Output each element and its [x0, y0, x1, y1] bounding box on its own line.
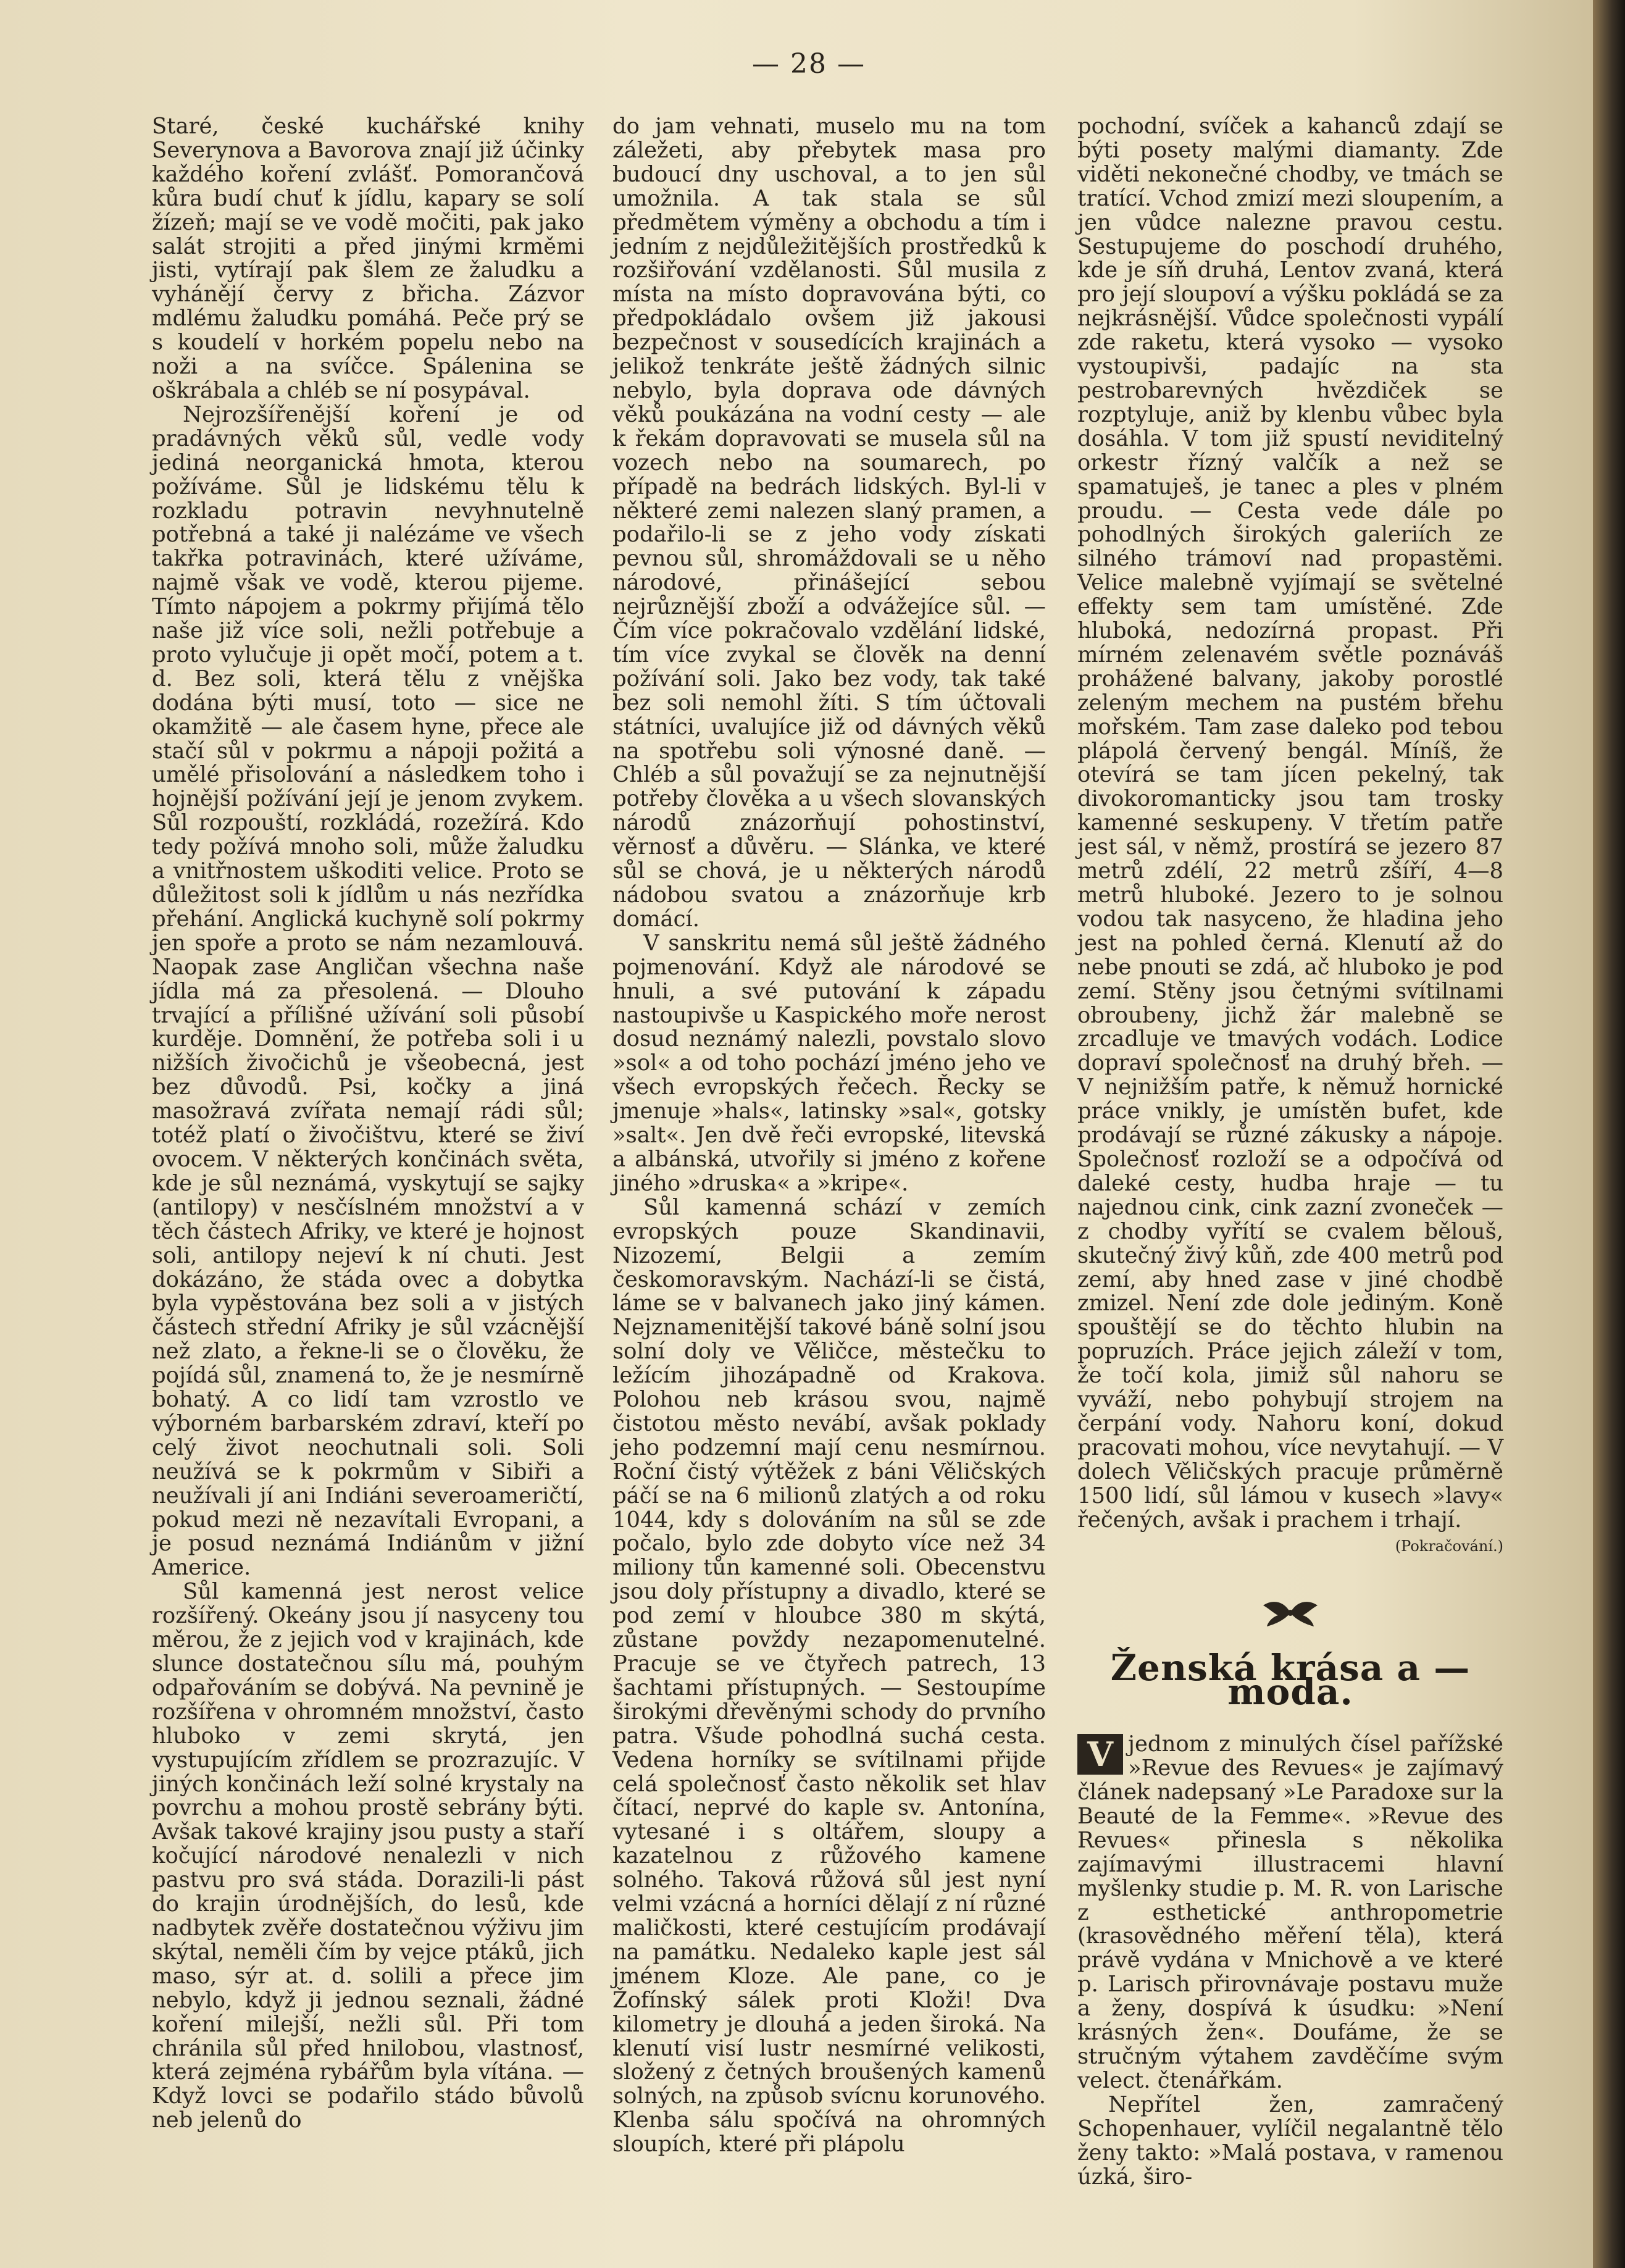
dropcap-letter: V	[1077, 1734, 1123, 1775]
book-spine-edge	[1593, 0, 1625, 2268]
paragraph: Sůl kamenná jest nerost velice rozšířený. Okeány jsou jí nasyceny tou měrou, že z jejich vod v krajinách, kde slunce dostatečnou sílu má, pouhým odpařováním se dobývá. Na pevnině je rozšířena v ohromném množství, často hluboko v zemi skrytá, jen vystupujícím zřídlem se prozrazujíc. V jiných končinách leží solné krystaly na povrchu a mohou prostě sebrány býti. Avšak takové krajiny jsou pusty a staří kočující národové nenalezli v nich pastvu pro svá stáda. Dorazili-li pást do krajin úrodnějších, do lesů, kde nadbytek zvěře dostatečnou výživu jim skýtal, neměli čím by vejce ptáků, jich maso, sýr at. d. solili a přece jim nebylo, když ji jednou seznali, žádné koření milejší, nežli sůl. Při tom chránila sůl před hnilobou, vlastnosť, která zejména rybářům byla vítána. — Když lovci se podařilo stádo bůvolů neb jelenů do	[152, 1579, 584, 2133]
paragraph: Sůl kamenná schází v zemích evropských pouze Skandinavii, Nizozemí, Belgii a zemím českomoravským. Nachází-li se čistá, láme se v balvanech jako jiný kámen. Nejznamenitější takové báně solní jsou solní doly ve Věličce, městečku to ležícím jihozápadně od Krakova. Polohou neb krásou svou, najmě čistotou město nevábí, avšak poklady jeho podzemní mají cenu nesmírnou. Roční čistý výtěžek z báni Věličských páčí se na 6 milionů zlatých a od roku 1044, kdy s dolováním na sůl se zde počalo, bylo zde dobyto více než 34 miliony tůn kamenné soli. Obecenstvu jsou doly přístupny a divadlo, které se pod zemí v hloubce 380 m skýtá, zůstane povždy nezapomenutelné. Pracuje se ve čtyřech patrech, 13 šachtami přístupných. — Sestoupíme širokými dřevěnými schody do prvního patra. Všude pohodlná suchá cesta. Vedena horníky se svítilnami přijde celá společnosť často několik set hlav čítací, neprvé do kaple sv. Antonína, vytesané i s oltářem, sloupy a kazatelnou z růžového kamene solného. Taková růžová sůl jest nyní velmi vzácná a horníci dělají z ní různé maličkosti, které cestujícím prodávají na památku. Nedaleko kaple jest sál jménem Kloze. Ale pane, co je Žofínský sálek proti Kloži! Dva kilometry je dlouhá a jeden široká. Na klenutí visí lustr nesmírné velikosti, složený z četných broušených kamenů solných, na způsob svícnu korunového. Klenba sálu spočívá na ohromných sloupích, které při plápolu	[612, 1194, 1046, 2157]
paragraph: Staré, české kuchářské knihy Severynova a Bavorova znají již účinky každého koření zvlášť. Pomorančová kůra budí chuť k jídlu, kapary se solí žízeň; mají se ve vodě močiti, pak jako salát strojiti a před jinými krměmi jisti, vytírají pak šlem ze žaludku a vyhánějí červy z břicha. Zázvor mdlému žaludku pomáhá. Peče prý se s koudelí v horkém popelu nebo na noži a na svíčce. Spálenina se oškrábala a chléb se ní posypával.	[152, 114, 584, 403]
column-3	[1077, 115, 1503, 2189]
paragraph: V sanskritu nemá sůl ještě žádného pojmenování. Když ale národové se hnuli, a své putování k západu nastoupivše u Kaspického moře nerost dosud neznámý nalezli, povstalo slovo »sol« a od toho pochází jméno jeho ve všech evropských řečech. Řecky se jmenuje »hals«, latinsky »sal«, gotsky »salt«. Jen dvě řeči evropské, litevská a albánská, utvořily si jméno z kořene jiného »druska« a »kripe«.	[612, 930, 1046, 1196]
article-paragraph	[1077, 1733, 1503, 2093]
column-1	[152, 115, 584, 2133]
paragraph: Nejrozšířenější koření je od pradávných věků sůl, vedle vody jediná neorganická hmota, kterou požíváme. Sůl je lidskému tělu k rozkladu potravin nevyhnutelně potřebná a také ji nalézáme ve všech takřka potravinách, které užíváme, najmě však ve vodě, kterou pijeme. Tímto nápojem a pokrmy přijímá tělo naše již více soli, nežli potřebuje a proto vylučuje ji opět močí, potem a t. d. Bez soli, která tělu z vnějška dodána býti musí, toto — sice ne okamžitě — ale časem hyne, přece ale stačí sůl v pokrmu a nápoji požitá a umělé přisolování a následkem toho i hojnější požívání její je jenom zvykem. Sůl rozpouští, rozkládá, rozežírá. Kdo tedy požívá mnoho soli, může žaludku a vnitřnostem uškoditi velice. Proto se důležitost soli k jídlům u nás nezřídka přehání. Anglická kuchyně solí pokrmy jen spoře a proto se nám nezamlouvá. Naopak zase Angličan všechna naše jídla má za přesolená. — Dlouho trvající a přílišné užívání soli působí kurděje. Domnění, že potřeba soli i u nižších živočichů je všeobecná, jest bez důvodů. Psi, kočky a jiná masožravá zvířata nemají rádi sůl; totéž platí o živočištvu, které se živí ovocem. V některých končinách světa, kde je sůl neznámá, vyskytují se sajky (antilopy) v nesčíslném množství a v těch částech Afriky, ve které je hojnost soli, antilopy nejeví k ní chuti. Jest dokázáno, že stáda ovec a dobytka byla vypěstována bez soli a v jistých částech střední Afriky je sůl vzácnější než zlato, a řekne-li se o člověku, že pojídá sůl, znamená to, že je nesmírně bohatý. A co lidí tam vzrostlo ve výborném barbarském zdraví, kteří po celý život neochutnali soli. Soli neužívá se k pokrmům v Sibiři a neužívali jí ani Indiáni severoameričtí, pokud mezi ně nezavítali Evropani, a je posud neznámá Indiánům v jižní Americe.	[152, 401, 584, 1581]
paragraph: do jam vehnati, muselo mu na tom záležeti, aby přebytek masa pro budoucí dny uschoval, a to jen sůl umožnila. A tak stala se sůl předmětem výměny a obchodu a tím i jedním z nejdůležitějších prostředků k rozšiřování vzdělanosti. Sůl musila z místa na místo dopravována býti, co předpokládalo ovšem již jakousi bezpečnost v sousedících krajinách a jelikož tenkráte ještě žádných silnic nebylo, byla doprava ode dávných věků poukázána na vodní cesty — ale k řekám dopravovati se musela sůl na vozech nebo na soumarech, po případě na bedrách lidských. Byl-li v některé zemi nalezen slaný pramen, a podařilo-li se z jeho vody získati pevnou sůl, shromáždovali se u něho národové, přinášející sebou nejrůznější zboží a odvážejíce sůl. — Čím více pokračovalo vzdělání lidské, tím více zvykal se člověk na denní požívání soli. Jako bez vody, tak také bez soli nemohl žíti. S tím účtovali státníci, uvalujíce již od dávných věků na spotřebu soli výnosné daně. — Chléb a sůl považují se za nejnutnější potřeby člověka a u všech slovanských národů znázorňují pohostinství, věrnosť a důvěru. — Slánka, ve které sůl se chová, je u některých národů nádobou svatou a znázorňuje krb domácí.	[612, 114, 1046, 932]
article-title: Ženská krása a — moda.	[1110, 1647, 1471, 1714]
continuation-note: (Pokračování.)	[1395, 1538, 1503, 1555]
fleuron-ornament-icon	[1259, 1594, 1321, 1631]
column-2	[612, 115, 1046, 2157]
article-paragraph: Nepřítel žen, zamračený Schopenhauer, vylíčil negalantně tělo ženy takto: »Malá postava, v ramenou úzká, širo-	[1077, 2091, 1503, 2190]
paragraph: pochodní, svíček a kahanců zdají se býti posety malými diamanty. Zde viděti nekonečné chodby, ve tmách se tratící. Vchod zmizí mezi sloupením, a jen vůdce nalezne pravou cestu. Sestupujeme do poschodí druhého, kde je síň druhá, Lentov zvaná, která pro její sloupoví a výšku pokládá se za nejkrásnější. Vůdce společnosti vypálí zde raketu, která vysoko — vysoko vystoupivši, padajíc na sta pestrobarevných hvězdiček se rozptyluje, aniž by klenbu vůbec byla dosáhla. V tom již spustí neviditelný orkestr řízný valčík a než se spamatuješ, je tanec a ples v plném proudu. — Cesta vede dále po pohodlných širokých galeriích ze silného trámoví nad propastěmi. Velice malebně vyjímají se světelné effekty sem tam umístěné. Zde hluboká, nedozírná propast. Při mírném zelenavém světle poznáváš prohážené balvany, jakoby porostlé zeleným mechem na pustém břehu mořském. Tam zase daleko pod tebou plápolá červený bengál. Míníš, že otevírá se tam jícen pekelný, tak divokoromanticky jsou tam trosky kamenné seskupeny. V třetím patře jest sál, v němž, prostírá se jezero 87 metrů zdélí, 22 metrů zšíří, 4—8 metrů hluboké. Jezero to je solnou vodou tak nasyceno, že hladina jeho jest na pohled černá. Klenutí až do nebe pnouti se zdá, ač hluboko je pod zemí. Stěny jsou četnými svítilnami obroubeny, jichž žár malebně se zrcadluje ve tmavých vodách. Lodice dopraví společnosť na druhý břeh. — V nejnižším patře, k němuž hornické práce vnikly, je umístěn bufet, kde prodávají se různé zákusky a nápoje. Společnosť rozloží se a odpočívá od daleké cesty, hudba hraje — tu najednou cink, cink zazní zvoneček — z chodby vyřítí se cvalem bělouš, skutečný živý kůň, zde 400 metrů pod zemí, aby hned zase v jiné chodbě zmizel. Není zde dole jediným. Koně spouštějí se do těchto hlubin na popruzích. Práce jejich záleží v tom, že točí kola, jimiž sůl nahoru se vyváží, nebo pohybují strojem na čerpání vody. Nahoru koní, dokud pracovati mohou, více nevytahují. — V dolech Věličských pracuje průměrně 1500 lidí, sůl lámou v kusech »lavy« řečených, avšak i prachem i trhají.	[1077, 114, 1503, 1533]
page-number: — 28 —	[752, 48, 866, 80]
article-paragraph-text: jednom z minulých čísel pařížské »Revue des Revues« je zajímavý článek nadepsaný »Le Paradoxe sur la Beauté de la Femme«. »Revue des Revues« přinesla s několika zajímavými illustracemi hlavní myšlenky studie p. M. R. von Larische z esthetické anthropometrie (krasovědného měření těla), která právě vydána v Mnichově a ve které p. Larisch přirovnávaje postavu muže a ženy, dospívá k úsudku: »Není krásných žen«. Doufáme, že se stručným výtahem zavděčíme svým velect. čtenářkám.	[1077, 1731, 1503, 2093]
